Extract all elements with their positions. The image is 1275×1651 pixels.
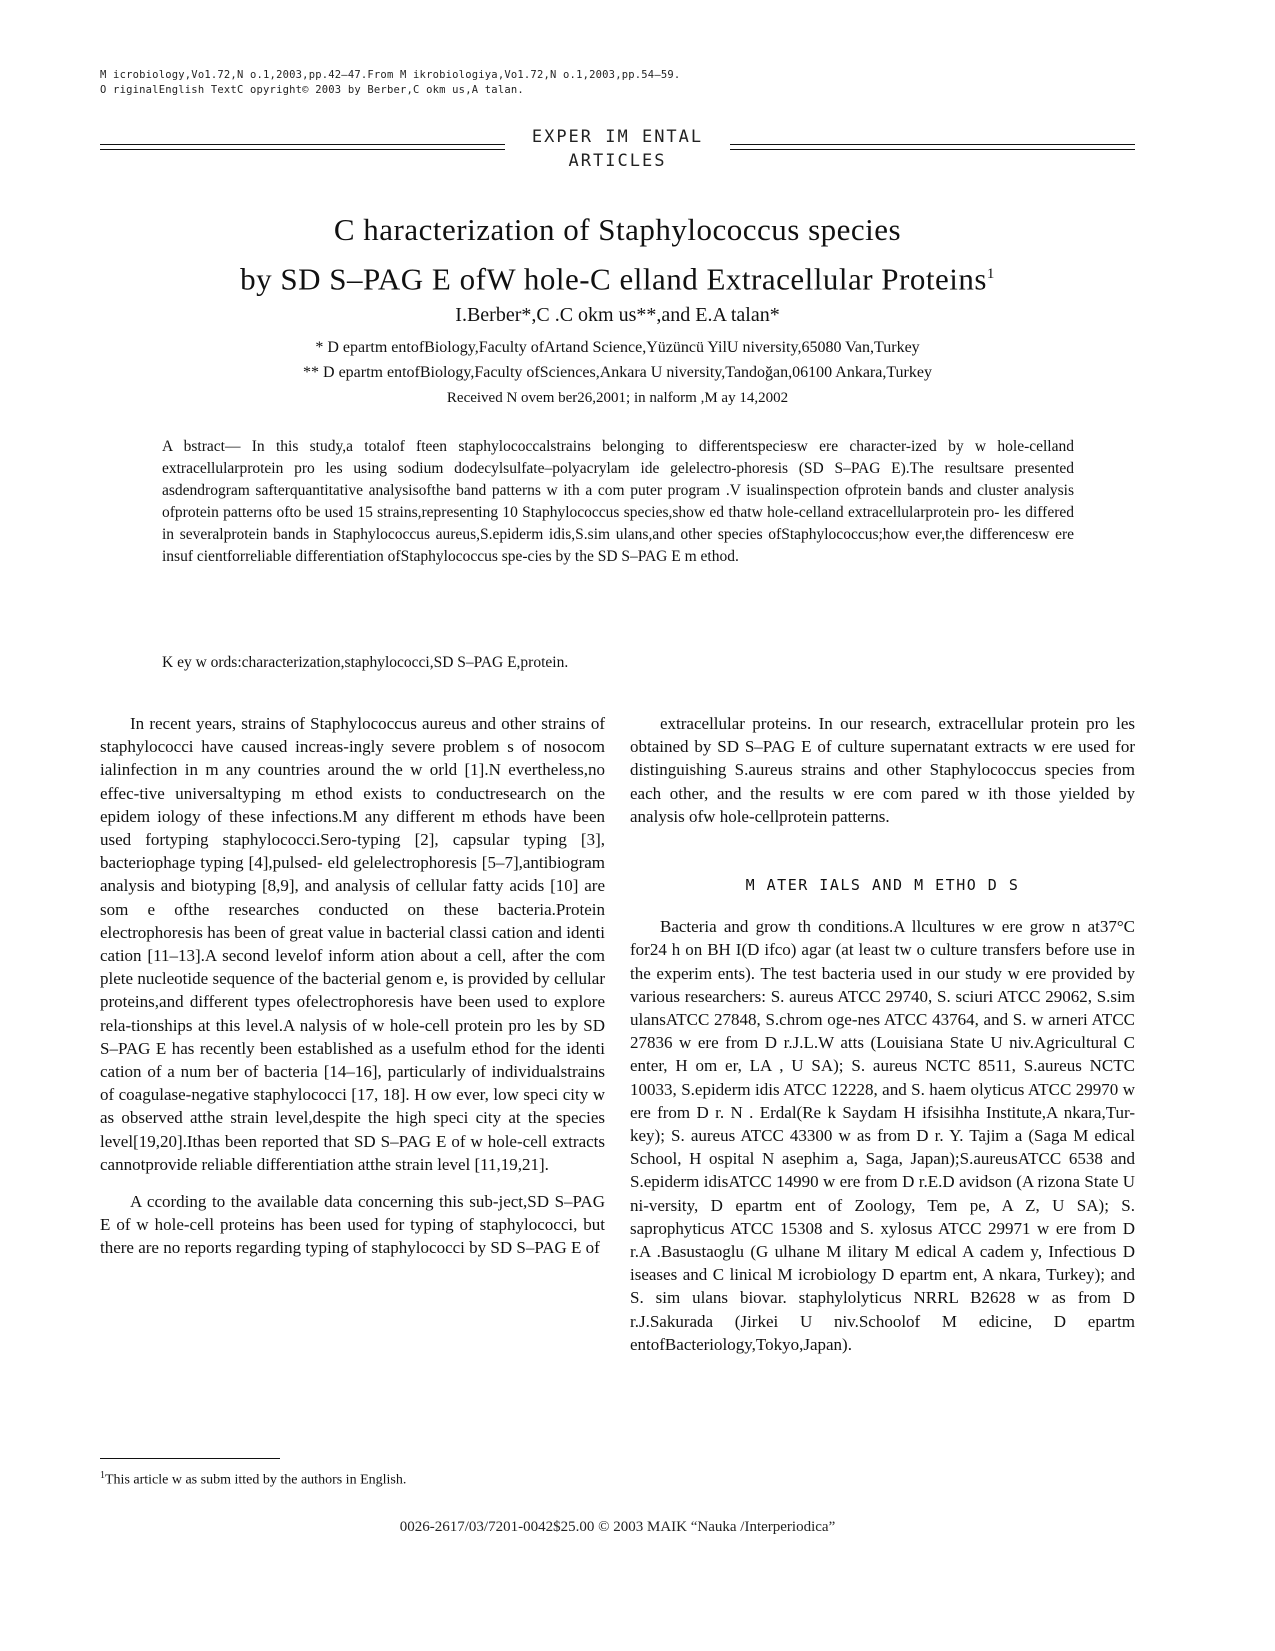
article-title: [100, 208, 1135, 301]
footnote-text: This article w as subm itted by the authors in English.: [105, 1472, 407, 1488]
section-heading-methods: M ATER IALS AND M ETHO D S: [745, 876, 1020, 895]
section-type-label: EXPER IM ENTAL ARTICLES: [531, 127, 704, 171]
footnote-mark: 1: [100, 1470, 105, 1481]
footnote-rule: [100, 1458, 280, 1459]
copyright-line: O riginalEnglish TextC opyright© 2003 by Berber,C okm us,A talan.: [100, 84, 524, 96]
received-dates: Received N ovem ber26,2001; in nalform ,M ay 14,2002: [446, 390, 789, 406]
header-rule-right: [730, 144, 1135, 150]
title-line-1: C haracterization of Staphylococcus species: [333, 212, 902, 247]
body-column-right: [630, 712, 1135, 1356]
header-rule-left: [100, 144, 505, 150]
intro-paragraph-continued: extracellular proteins. In our research, extracellular protein pro les obtained by SD S–PAG E of culture supernatant extracts w ere used for distinguishing S.aureus strains and other Staphylococcus species from each other, and the results w ere com pared w ith those yielded by analysis ofw hole-cellprotein patterns.: [630, 714, 1135, 826]
intro-paragraph-1: In recent years, strains of Staphylococcus aureus and other strains of staphylococci have caused increas-ingly severe problem s of nosocom ialinfection in m any countries around the w orld [1].N evertheless,no effec-tive universaltyping m ethod exists to conductresearch on the epidem iology of these infections.M any different m ethods have been used fortyping staphylococci.Sero-typing [2], capsular typing [3], bacteriophage typing [4],pulsed- eld gelelectrophoresis [5–7],antibiogram analysis and biotyping [8,9], and analysis of cellular fatty acids [10] are som e ofthe researches conducted on these bacteria.Protein electrophoresis has been of great value in bacterial classi cation and identi cation [11–13].A second levelof inform ation about a cell, after the com plete nucleotide sequence of the bacterial genom e, is provided by cellular proteins,and different types ofelectrophoresis have been used to explore rela-tionships at this level.A nalysis of w hole-cell protein pro les by SD S–PAG E has recently been established as a usefulm ethod for the identi cation of a num ber of bacteria [14–16], particularly of individualstrains of coagulase-negative staphylococci [17, 18]. H ow ever, low speci city w as observed atthe strain level,despite the high speci city at the species level[19,20].Ithas been reported that SD S–PAG E of w hole-cell extracts cannotprovide reliable differentiation atthe strain level [11,19,21].: [100, 714, 605, 1174]
intro-paragraph-2: A ccording to the available data concerning this sub-ject,SD S–PAG E of w hole-cell proteins has been used for typing of staphylococci, but there are no reports regarding typing of staphylococci by SD S–PAG E of: [100, 1192, 605, 1258]
footnote: [100, 1466, 605, 1491]
body-column-left: [100, 712, 605, 1260]
page-footer: 0026-2617/03/7201-0042$25.00 © 2003 MAIK “Nauka /Interperiodica”: [399, 1519, 836, 1535]
affiliation-1: * D epartm entofBiology,Faculty ofArtand Science,Yüzüncü YilU niversity,65080 Van,Turkey: [315, 339, 920, 356]
title-footnote-mark: 1: [986, 266, 995, 282]
title-line-2-text: by SD S–PAG E ofW hole-C elland Extracellular Proteins: [240, 261, 987, 297]
abstract: A bstract— In this study,a totalof fteen staphylococcalstrains belonging to differentspeciesw ere character-ized by w hole-celland extracellularprotein pro les using sodium dodecylsulfate–polyacrylam ide gelelectro-phoresis (SD S–PAG E).The resultsare presented asdendrogram safterquantitative analysisofthe band patterns w ith a com puter program .V isualinspection ofprotein bands and cluster analysis ofprotein patterns ofto be used 15 strains,representing 10 Staphylococcus species,show ed thatw hole-celland extracellularprotein pro- les differed in severalprotein bands in Staphylococcus aureus,S.epiderm idis,S.sim ulans,and other species ofStaphylococcus;how ever,the differencesw ere insuf cientforreliable differentiation ofStaphylococcus spe-cies by the SD S–PAG E m ethod.: [162, 438, 1074, 565]
title-line-2: [100, 252, 1135, 301]
methods-paragraph-1: Bacteria and grow th conditions.A llcultures w ere grow n at37°C for24 h on BH I(D ifco) agar (at least tw o culture transfers before use in the experim ents). The test bacteria used in our study w ere provided by various researchers: S. aureus ATCC 29740, S. sciuri ATCC 29062, S.sim ulansATCC 27848, S.chrom oge-nes ATCC 43764, and S. w arneri ATCC 27836 w ere from D r.J.L.W atts (Louisiana State U niv.Agricultural C enter, H om er, LA , U SA); S. aureus NCTC 8511, S.aureus NCTC 10033, S.epiderm idis ATCC 12228, and S. haem olyticus ATCC 29970 w ere from D r. N . Erdal(Re k Saydam H ifsisihha Institute,A nkara,Tur-key); S. aureus ATCC 43300 w as from D r. Y. Tajim a (Saga M edical School, H ospital N asephim a, Saga, Japan);S.aureusATCC 6538 and S.epiderm idisATCC 14990 w ere from D r.E.D avidson (A rizona State U ni-versity, D epartm ent of Zoology, Tem pe, A Z, U SA); S. saprophyticus ATCC 15308 and S. xylosus ATCC 29971 w ere from D r.A .Basustaoglu (G ulhane M ilitary M edical A cadem y, Infectious D iseases and C linical M icrobiology D epartm ent, A nkara, Turkey); and S. sim ulans biovar. staphylolyticus NRRL B2628 w as from D r.J.Sakurada (Jirkei U niv.Schoolof M edicine, D epartm entofBacteriology,Tokyo,Japan).: [630, 917, 1135, 1354]
affiliation-2: ** D epartm entofBiology,Faculty ofSciences,Ankara U niversity,Tandoğan,06100 Ankara,Turkey: [303, 364, 932, 381]
authors: I.Berber*,C .C okm us**,and E.A talan*: [455, 304, 780, 326]
journal-citation: M icrobiology,Vo1.72,N o.1,2003,pp.42–47.From M ikrobiologiya,Vo1.72,N o.1,2003,pp.54–59.: [100, 69, 681, 81]
keywords: K ey w ords:characterization,staphylococci,SD S–PAG E,protein.: [162, 654, 569, 671]
running-header: [100, 68, 680, 98]
